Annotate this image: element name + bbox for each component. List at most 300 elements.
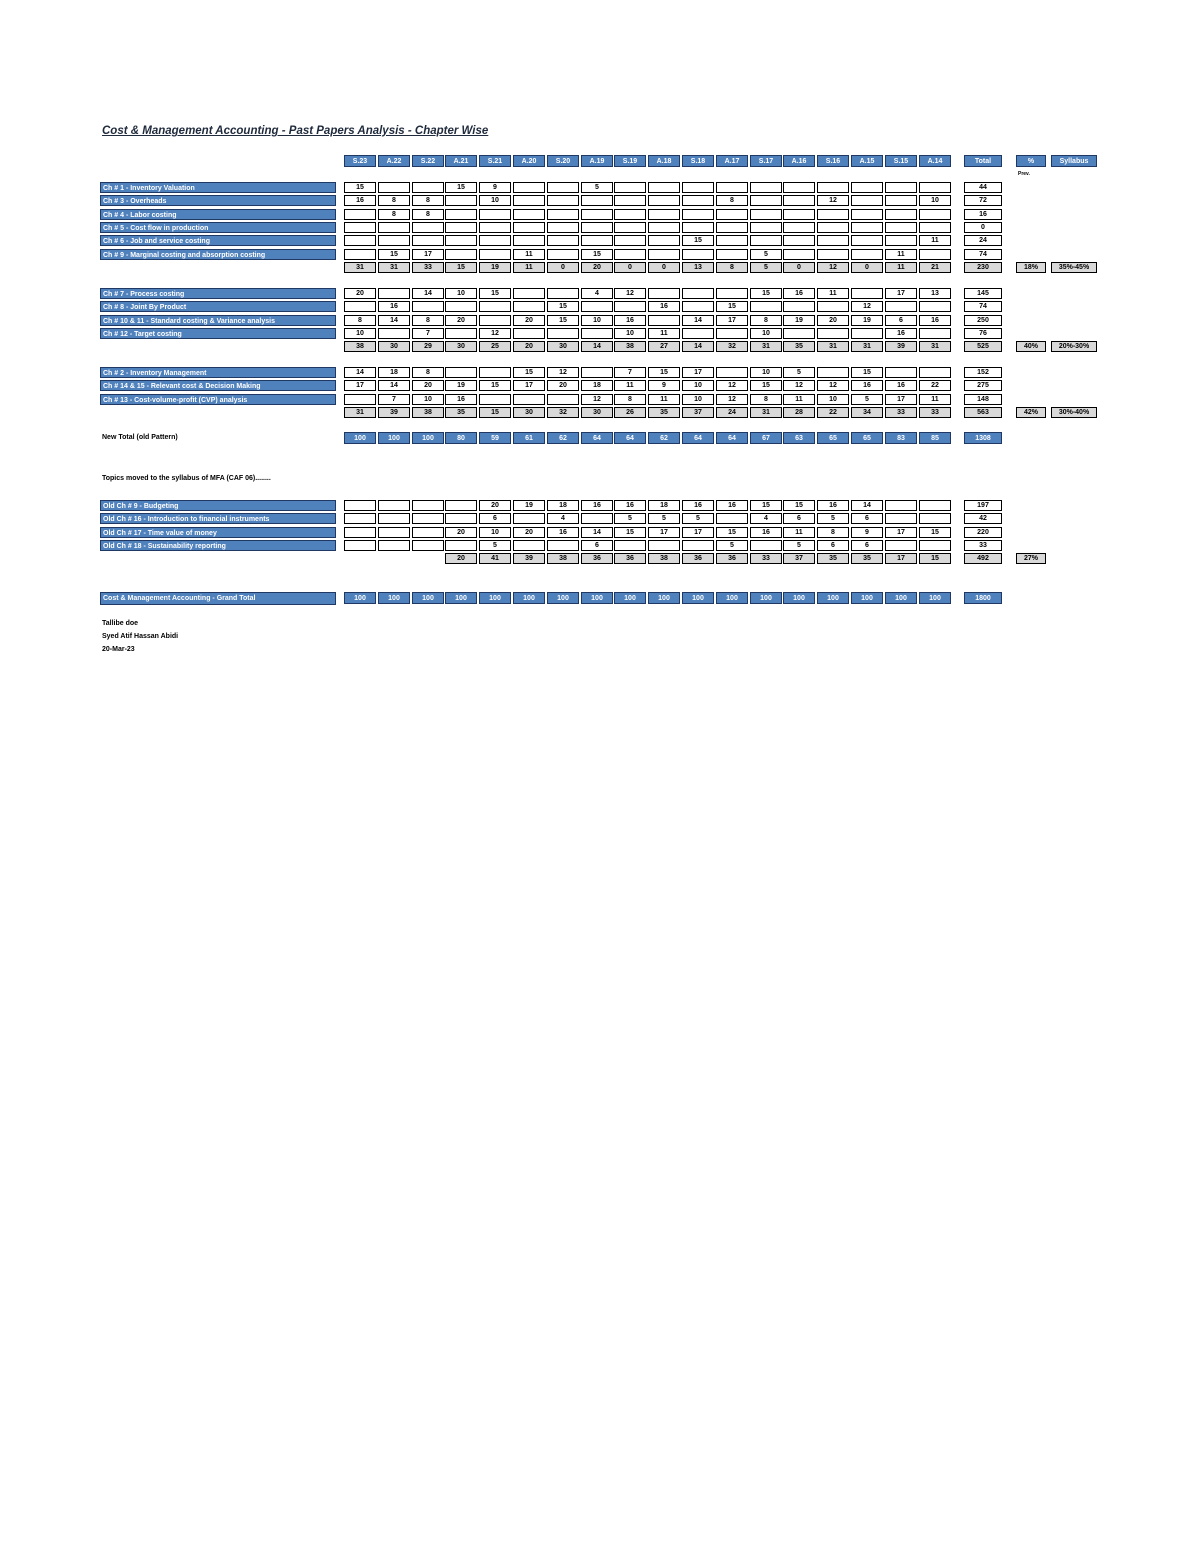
data-cell — [614, 249, 646, 260]
grand-total-cell: 100 — [412, 592, 444, 604]
data-cell: 4 — [581, 288, 613, 299]
data-cell: 15 — [581, 249, 613, 260]
data-cell: 15 — [378, 249, 410, 260]
subtotal-cell: 20 — [445, 553, 477, 564]
data-cell — [885, 235, 917, 246]
data-cell: 19 — [851, 315, 883, 326]
chapter-label: Ch # 8 - Joint By Product — [100, 301, 336, 312]
data-cell: 15 — [479, 288, 511, 299]
grand-total-cell: 100 — [817, 592, 849, 604]
data-cell — [581, 195, 613, 206]
data-cell — [344, 527, 376, 538]
data-cell — [716, 249, 748, 260]
data-cell — [885, 540, 917, 551]
data-cell: 6 — [885, 315, 917, 326]
moved-topics-note: Topics moved to the syllabus of MFA (CAF 06)........ — [102, 475, 271, 482]
row-total: 74 — [964, 301, 1002, 312]
data-cell — [817, 328, 849, 339]
data-cell — [817, 235, 849, 246]
data-cell — [445, 540, 477, 551]
subtotal-cell: 19 — [479, 262, 511, 273]
data-cell — [919, 500, 951, 511]
data-cell: 8 — [817, 527, 849, 538]
data-cell: 15 — [445, 182, 477, 193]
data-cell — [648, 288, 680, 299]
data-cell: 18 — [581, 380, 613, 391]
data-cell: 20 — [445, 315, 477, 326]
data-cell — [919, 540, 951, 551]
grand-total-label: Cost & Management Accounting - Grand Total — [100, 592, 336, 605]
subtotal-cell: 39 — [513, 553, 545, 564]
data-cell: 8 — [412, 195, 444, 206]
subtotal-cell: 11 — [513, 262, 545, 273]
data-cell: 12 — [479, 328, 511, 339]
data-cell — [750, 209, 782, 220]
data-cell — [547, 235, 579, 246]
section-total: 563 — [964, 407, 1002, 418]
data-cell — [445, 249, 477, 260]
data-cell: 20 — [479, 500, 511, 511]
data-cell: 5 — [750, 249, 782, 260]
data-cell: 5 — [716, 540, 748, 551]
data-cell — [581, 513, 613, 524]
data-cell: 10 — [682, 380, 714, 391]
subtotal-cell: 30 — [581, 407, 613, 418]
data-cell — [412, 182, 444, 193]
chapter-label: Ch # 5 - Cost flow in production — [100, 222, 336, 233]
data-cell — [783, 209, 815, 220]
subtotal-cell: 0 — [783, 262, 815, 273]
chapter-label: Ch # 9 - Marginal costing and absorption costing — [100, 249, 336, 260]
data-cell — [547, 222, 579, 233]
data-cell: 12 — [817, 380, 849, 391]
data-cell — [412, 222, 444, 233]
data-cell: 8 — [750, 394, 782, 405]
grand-total-sum: 1800 — [964, 592, 1002, 604]
data-cell — [783, 222, 815, 233]
data-cell — [648, 235, 680, 246]
data-cell — [547, 394, 579, 405]
data-cell — [581, 367, 613, 378]
data-cell — [648, 209, 680, 220]
grand-total-cell: 100 — [445, 592, 477, 604]
section-total: 492 — [964, 553, 1002, 564]
subtotal-cell: 37 — [682, 407, 714, 418]
data-cell: 16 — [682, 500, 714, 511]
footer-line-1: Tallibe doe — [102, 620, 139, 627]
new-total-cell: 100 — [412, 432, 444, 444]
chapter-label: Ch # 2 - Inventory Management — [100, 367, 336, 378]
data-cell: 11 — [919, 235, 951, 246]
data-cell — [344, 222, 376, 233]
subtotal-cell: 31 — [344, 262, 376, 273]
subtotal-cell: 38 — [614, 341, 646, 352]
grand-total-cell: 100 — [344, 592, 376, 604]
row-total: 74 — [964, 249, 1002, 260]
data-cell: 14 — [581, 527, 613, 538]
column-header: S.23 — [344, 155, 376, 167]
subtotal-cell: 31 — [817, 341, 849, 352]
column-header: A.20 — [513, 155, 545, 167]
data-cell — [885, 182, 917, 193]
data-cell: 15 — [648, 367, 680, 378]
data-cell — [851, 235, 883, 246]
subtotal-cell: 5 — [750, 262, 782, 273]
data-cell: 10 — [750, 328, 782, 339]
subtotal-cell: 32 — [547, 407, 579, 418]
data-cell — [513, 540, 545, 551]
data-cell — [581, 328, 613, 339]
subtotal-cell: 33 — [750, 553, 782, 564]
column-header: A.14 — [919, 155, 951, 167]
new-total-cell: 65 — [851, 432, 883, 444]
subtotal-cell: 35 — [445, 407, 477, 418]
data-cell — [682, 195, 714, 206]
data-cell: 20 — [513, 527, 545, 538]
data-cell — [378, 540, 410, 551]
new-total-cell: 62 — [648, 432, 680, 444]
data-cell — [445, 328, 477, 339]
data-cell: 8 — [614, 394, 646, 405]
data-cell: 11 — [817, 288, 849, 299]
data-cell — [648, 249, 680, 260]
data-cell: 18 — [547, 500, 579, 511]
subtotal-cell: 35 — [783, 341, 815, 352]
subtotal-cell: 28 — [783, 407, 815, 418]
data-cell — [682, 328, 714, 339]
data-cell: 7 — [378, 394, 410, 405]
data-cell: 11 — [885, 249, 917, 260]
new-total-cell: 62 — [547, 432, 579, 444]
subtotal-cell: 35 — [817, 553, 849, 564]
data-cell — [412, 500, 444, 511]
total-header: Total — [964, 155, 1002, 167]
grand-total-cell: 100 — [783, 592, 815, 604]
new-total-cell: 67 — [750, 432, 782, 444]
data-cell: 17 — [682, 527, 714, 538]
data-cell — [614, 195, 646, 206]
subtotal-cell: 14 — [682, 341, 714, 352]
data-cell: 19 — [783, 315, 815, 326]
column-header: A.18 — [648, 155, 680, 167]
column-header: S.20 — [547, 155, 579, 167]
data-cell — [885, 500, 917, 511]
chapter-label: Ch # 4 - Labor costing — [100, 209, 336, 220]
data-cell — [378, 288, 410, 299]
data-cell — [716, 209, 748, 220]
data-cell: 15 — [716, 301, 748, 312]
data-cell — [344, 209, 376, 220]
subtotal-cell: 31 — [344, 407, 376, 418]
data-cell: 10 — [614, 328, 646, 339]
data-cell: 4 — [547, 513, 579, 524]
subtotal-cell: 32 — [716, 341, 748, 352]
subtotal-cell: 30 — [445, 341, 477, 352]
data-cell — [445, 235, 477, 246]
data-cell — [479, 235, 511, 246]
data-cell — [547, 288, 579, 299]
data-cell — [817, 222, 849, 233]
data-cell: 8 — [412, 209, 444, 220]
subtotal-cell: 36 — [682, 553, 714, 564]
row-total: 16 — [964, 209, 1002, 220]
data-cell — [513, 394, 545, 405]
grand-total-cell: 100 — [682, 592, 714, 604]
data-cell — [445, 500, 477, 511]
subtotal-cell: 31 — [851, 341, 883, 352]
subtotal-cell: 38 — [648, 553, 680, 564]
data-cell — [885, 513, 917, 524]
row-total: 145 — [964, 288, 1002, 299]
data-cell: 12 — [783, 380, 815, 391]
data-cell — [344, 235, 376, 246]
data-cell: 10 — [479, 195, 511, 206]
data-cell: 17 — [344, 380, 376, 391]
data-cell — [513, 513, 545, 524]
new-total-cell: 65 — [817, 432, 849, 444]
data-cell — [378, 235, 410, 246]
column-header: A.15 — [851, 155, 883, 167]
data-cell — [513, 288, 545, 299]
data-cell — [344, 249, 376, 260]
new-total-cell: 61 — [513, 432, 545, 444]
data-cell — [750, 301, 782, 312]
column-header: S.21 — [479, 155, 511, 167]
data-cell: 9 — [851, 527, 883, 538]
section-pct: 27% — [1016, 553, 1046, 564]
data-cell — [817, 209, 849, 220]
data-cell: 15 — [547, 315, 579, 326]
data-cell — [716, 222, 748, 233]
data-cell — [783, 301, 815, 312]
data-cell: 10 — [817, 394, 849, 405]
data-cell — [547, 249, 579, 260]
data-cell — [716, 182, 748, 193]
data-cell: 10 — [479, 527, 511, 538]
section-pct: 18% — [1016, 262, 1046, 273]
row-total: 44 — [964, 182, 1002, 193]
subtotal-cell: 0 — [614, 262, 646, 273]
data-cell — [513, 209, 545, 220]
data-cell: 6 — [817, 540, 849, 551]
column-header: A.17 — [716, 155, 748, 167]
data-cell: 14 — [344, 367, 376, 378]
row-total: 72 — [964, 195, 1002, 206]
column-header: S.15 — [885, 155, 917, 167]
chapter-label: Ch # 6 - Job and service costing — [100, 235, 336, 246]
subtotal-cell: 24 — [716, 407, 748, 418]
new-total-cell: 100 — [344, 432, 376, 444]
subtotal-cell: 33 — [885, 407, 917, 418]
data-cell — [716, 235, 748, 246]
data-cell: 12 — [716, 394, 748, 405]
data-cell: 15 — [851, 367, 883, 378]
data-cell: 16 — [378, 301, 410, 312]
data-cell — [648, 182, 680, 193]
data-cell: 8 — [378, 195, 410, 206]
data-cell — [817, 182, 849, 193]
data-cell: 15 — [547, 301, 579, 312]
subtotal-cell: 31 — [750, 341, 782, 352]
data-cell: 10 — [581, 315, 613, 326]
data-cell: 19 — [445, 380, 477, 391]
data-cell: 8 — [344, 315, 376, 326]
data-cell: 19 — [513, 500, 545, 511]
section-syllabus: 35%-45% — [1051, 262, 1097, 273]
data-cell — [885, 222, 917, 233]
data-cell — [851, 209, 883, 220]
data-cell: 11 — [614, 380, 646, 391]
data-cell: 6 — [479, 513, 511, 524]
subtotal-cell: 13 — [682, 262, 714, 273]
data-cell: 9 — [479, 182, 511, 193]
data-cell — [614, 222, 646, 233]
data-cell — [479, 367, 511, 378]
data-cell: 5 — [783, 540, 815, 551]
data-cell — [750, 222, 782, 233]
chapter-label: Ch # 12 - Target costing — [100, 328, 336, 339]
data-cell — [412, 540, 444, 551]
data-cell — [682, 288, 714, 299]
subtotal-cell: 31 — [378, 262, 410, 273]
data-cell — [614, 209, 646, 220]
data-cell: 12 — [716, 380, 748, 391]
data-cell — [344, 301, 376, 312]
data-cell — [412, 527, 444, 538]
data-cell — [581, 209, 613, 220]
data-cell: 11 — [513, 249, 545, 260]
data-cell: 16 — [919, 315, 951, 326]
pct-header: % — [1016, 155, 1046, 167]
chapter-label: Ch # 10 & 11 - Standard costing & Variance analysis — [100, 315, 336, 326]
data-cell: 17 — [716, 315, 748, 326]
data-cell — [479, 301, 511, 312]
subtotal-cell: 8 — [716, 262, 748, 273]
column-header: S.22 — [412, 155, 444, 167]
data-cell: 5 — [682, 513, 714, 524]
data-cell — [817, 367, 849, 378]
data-cell — [750, 182, 782, 193]
data-cell: 16 — [581, 500, 613, 511]
chapter-label: Ch # 3 - Overheads — [100, 195, 336, 206]
data-cell — [783, 328, 815, 339]
data-cell: 5 — [614, 513, 646, 524]
row-total: 250 — [964, 315, 1002, 326]
data-cell: 20 — [513, 315, 545, 326]
subtotal-cell: 33 — [412, 262, 444, 273]
pct-subnote: Prev. — [1018, 171, 1030, 177]
data-cell: 15 — [344, 182, 376, 193]
new-total-cell: 59 — [479, 432, 511, 444]
data-cell — [817, 249, 849, 260]
data-cell — [716, 328, 748, 339]
data-cell — [919, 249, 951, 260]
data-cell — [716, 367, 748, 378]
section-total: 525 — [964, 341, 1002, 352]
data-cell — [614, 182, 646, 193]
subtotal-cell: 26 — [614, 407, 646, 418]
data-cell — [614, 540, 646, 551]
data-cell: 15 — [750, 288, 782, 299]
row-total: 152 — [964, 367, 1002, 378]
data-cell — [682, 182, 714, 193]
subtotal-cell: 36 — [581, 553, 613, 564]
data-cell — [581, 235, 613, 246]
data-cell — [378, 222, 410, 233]
data-cell — [378, 500, 410, 511]
chapter-label: Ch # 1 - Inventory Valuation — [100, 182, 336, 193]
data-cell — [885, 301, 917, 312]
grand-total-cell: 100 — [581, 592, 613, 604]
grand-total-cell: 100 — [479, 592, 511, 604]
subtotal-cell: 29 — [412, 341, 444, 352]
new-total-cell: 85 — [919, 432, 951, 444]
data-cell — [614, 235, 646, 246]
subtotal-cell: 41 — [479, 553, 511, 564]
data-cell: 5 — [817, 513, 849, 524]
row-total: 24 — [964, 235, 1002, 246]
subtotal-cell: 22 — [817, 407, 849, 418]
data-cell: 4 — [750, 513, 782, 524]
data-cell: 16 — [547, 527, 579, 538]
data-cell — [817, 301, 849, 312]
data-cell — [445, 222, 477, 233]
subtotal-cell: 25 — [479, 341, 511, 352]
data-cell — [378, 182, 410, 193]
data-cell: 14 — [378, 380, 410, 391]
data-cell — [919, 301, 951, 312]
data-cell — [919, 209, 951, 220]
data-cell — [378, 527, 410, 538]
new-total-cell: 64 — [614, 432, 646, 444]
syllabus-header: Syllabus — [1051, 155, 1097, 167]
data-cell: 16 — [885, 328, 917, 339]
data-cell: 17 — [885, 394, 917, 405]
data-cell: 16 — [648, 301, 680, 312]
data-cell — [581, 301, 613, 312]
grand-total-cell: 100 — [716, 592, 748, 604]
data-cell: 12 — [547, 367, 579, 378]
data-cell — [614, 301, 646, 312]
data-cell — [682, 222, 714, 233]
chapter-label: Old Ch # 17 - Time value of money — [100, 527, 336, 538]
new-total-cell: 64 — [682, 432, 714, 444]
data-cell — [547, 209, 579, 220]
column-header: S.17 — [750, 155, 782, 167]
data-cell — [851, 182, 883, 193]
data-cell — [479, 394, 511, 405]
data-cell: 15 — [750, 380, 782, 391]
data-cell: 12 — [817, 195, 849, 206]
data-cell: 10 — [682, 394, 714, 405]
data-cell: 11 — [919, 394, 951, 405]
data-cell: 14 — [412, 288, 444, 299]
data-cell — [750, 195, 782, 206]
data-cell — [851, 195, 883, 206]
subtotal-cell: 0 — [851, 262, 883, 273]
data-cell: 17 — [648, 527, 680, 538]
data-cell — [445, 367, 477, 378]
chapter-label: Ch # 14 & 15 - Relevant cost & Decision Making — [100, 380, 336, 391]
chapter-label: Old Ch # 9 - Budgeting — [100, 500, 336, 511]
data-cell — [581, 222, 613, 233]
subtotal-cell: 20 — [513, 341, 545, 352]
subtotal-cell: 38 — [344, 341, 376, 352]
grand-total-cell: 100 — [750, 592, 782, 604]
footer-line-2: Syed Atif Hassan Abidi — [102, 633, 179, 640]
data-cell: 16 — [851, 380, 883, 391]
row-total: 197 — [964, 500, 1002, 511]
